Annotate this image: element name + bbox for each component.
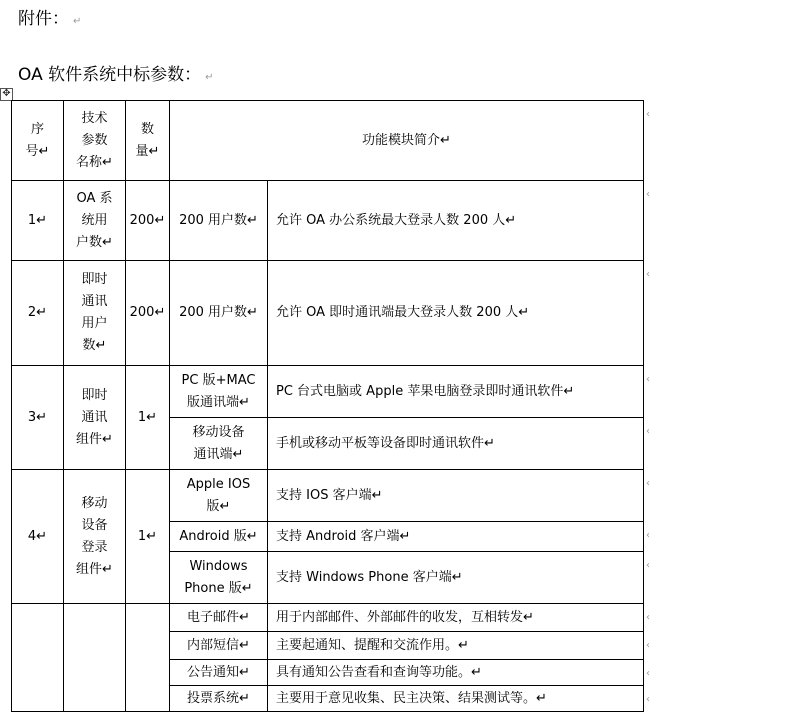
row-qty: 1↵ [126,470,170,604]
table-row [12,470,644,522]
row-end-mark: ‹ [646,268,650,280]
row-module [170,632,268,660]
row-module-line: 电子邮件↵ [187,609,250,625]
row-module-line: 移动设备 [192,424,245,440]
row-param-name-line: OA 系 [76,190,113,206]
row-param-name-line: 统用 [81,212,108,228]
table-row [12,366,644,418]
row-desc: 允许 OA 即时通讯端最大登录人数 200 人↵ [268,261,644,366]
row-desc: 支持 Windows Phone 客户端↵ [268,552,644,604]
row-param-name-line: 移动 [81,495,108,511]
header-qty [126,101,170,181]
empty-cell [126,604,170,712]
empty-cell [12,604,64,712]
row-end-mark: ‹ [646,477,650,489]
row-end-mark: ‹ [646,639,650,651]
row-desc: 具有通知公告查看和查询等功能。↵ [268,660,644,686]
row-module-line: 版通讯端↵ [187,394,250,410]
row-module-line: 通讯端↵ [193,446,244,462]
header-seq-line: 序 [30,121,44,137]
table-row [12,181,644,261]
row-module-line: PC 版+MAC [181,372,256,388]
row-end-mark: ‹ [646,667,650,679]
header-qty-line: 量↵ [135,143,160,159]
table-row [12,261,644,366]
row-param-name-line: 通讯 [81,409,108,425]
row-seq: 4↵ [12,470,64,604]
row-desc: 主要用于意见收集、民主决策、结果测试等。↵ [268,686,644,712]
row-module [170,366,268,418]
row-seq: 1↵ [12,181,64,261]
row-param-name [64,261,126,366]
header-param-name-line: 名称↵ [76,154,113,170]
row-module: 200 用户数↵ [170,261,268,366]
row-module-line: 版↵ [206,498,231,514]
row-seq: 2↵ [12,261,64,366]
row-seq: 3↵ [12,366,64,470]
row-param-name [64,470,126,604]
row-desc: 主要起通知、提醒和交流作用。↵ [268,632,644,660]
header-qty-line: 数 [140,121,154,137]
row-param-name [64,181,126,261]
row-module-line: 公告通知↵ [187,664,250,680]
row-module [170,418,268,470]
header-param-name-line: 参数 [81,132,108,148]
row-module-line: Windows [189,558,248,574]
row-module: 200 用户数↵ [170,181,268,261]
header-param-name [64,101,126,181]
row-desc: 手机或移动平板等设备即时通讯软件↵ [268,418,644,470]
row-param-name-line: 户数↵ [76,234,113,250]
row-module [170,522,268,552]
row-param-name-line: 即时 [81,387,108,403]
row-qty: 1↵ [126,366,170,470]
row-module [170,604,268,632]
row-module [170,660,268,686]
row-module-line: Phone 版↵ [184,580,253,596]
row-end-mark: ‹ [646,425,650,437]
spec-table [11,100,644,712]
row-end-mark: ‹ [646,373,650,385]
row-param-name-line: 用户 [81,316,108,331]
row-module-line: Android 版↵ [179,528,258,544]
row-desc: 支持 IOS 客户端↵ [268,470,644,522]
header-seq [12,101,64,181]
row-qty: 200↵ [126,181,170,261]
table-row [12,604,644,632]
row-end-mark: ‹ [646,188,650,200]
row-module-line: Apple IOS [186,476,251,492]
row-module-line: 投票系统↵ [187,690,250,706]
row-param-name-line: 通讯 [81,294,108,309]
table-header-row [12,101,644,181]
row-param-name-line: 登录 [81,539,108,555]
row-end-mark: ‹ [646,108,650,120]
row-module [170,686,268,712]
row-param-name-line: 即时 [81,272,108,287]
row-end-mark: ‹ [646,559,650,571]
row-desc: 允许 OA 办公系统最大登录人数 200 人↵ [268,181,644,261]
row-param-name-line: 组件↵ [76,561,113,577]
row-end-mark: ‹ [646,611,650,623]
row-end-mark: ‹ [646,529,650,541]
header-param-name-line: 技术 [81,110,108,126]
row-desc: 用于内部邮件、外部邮件的收发，互相转发↵ [268,604,644,632]
row-desc: 支持 Android 客户端↵ [268,522,644,552]
header-intro: 功能模块简介↵ [170,101,644,181]
row-qty: 200↵ [126,261,170,366]
row-module [170,470,268,522]
row-module [170,552,268,604]
row-module-line: 内部短信↵ [187,637,250,653]
row-param-name-line: 组件↵ [76,431,113,447]
oa-params-heading: OA 软件系统中标参数： ↵ [18,65,214,85]
row-param-name [64,366,126,470]
table-move-handle-icon[interactable]: ✥ [0,88,13,101]
row-end-mark: ‹ [646,693,650,705]
row-param-name-line: 数↵ [82,338,107,353]
empty-cell [64,604,126,712]
row-param-name-line: 设备 [81,517,108,533]
header-seq-line: 号↵ [25,143,50,159]
attachment-heading: 附件： ↵ [18,9,82,29]
row-desc: PC 台式电脑或 Apple 苹果电脑登录即时通讯软件↵ [268,366,644,418]
